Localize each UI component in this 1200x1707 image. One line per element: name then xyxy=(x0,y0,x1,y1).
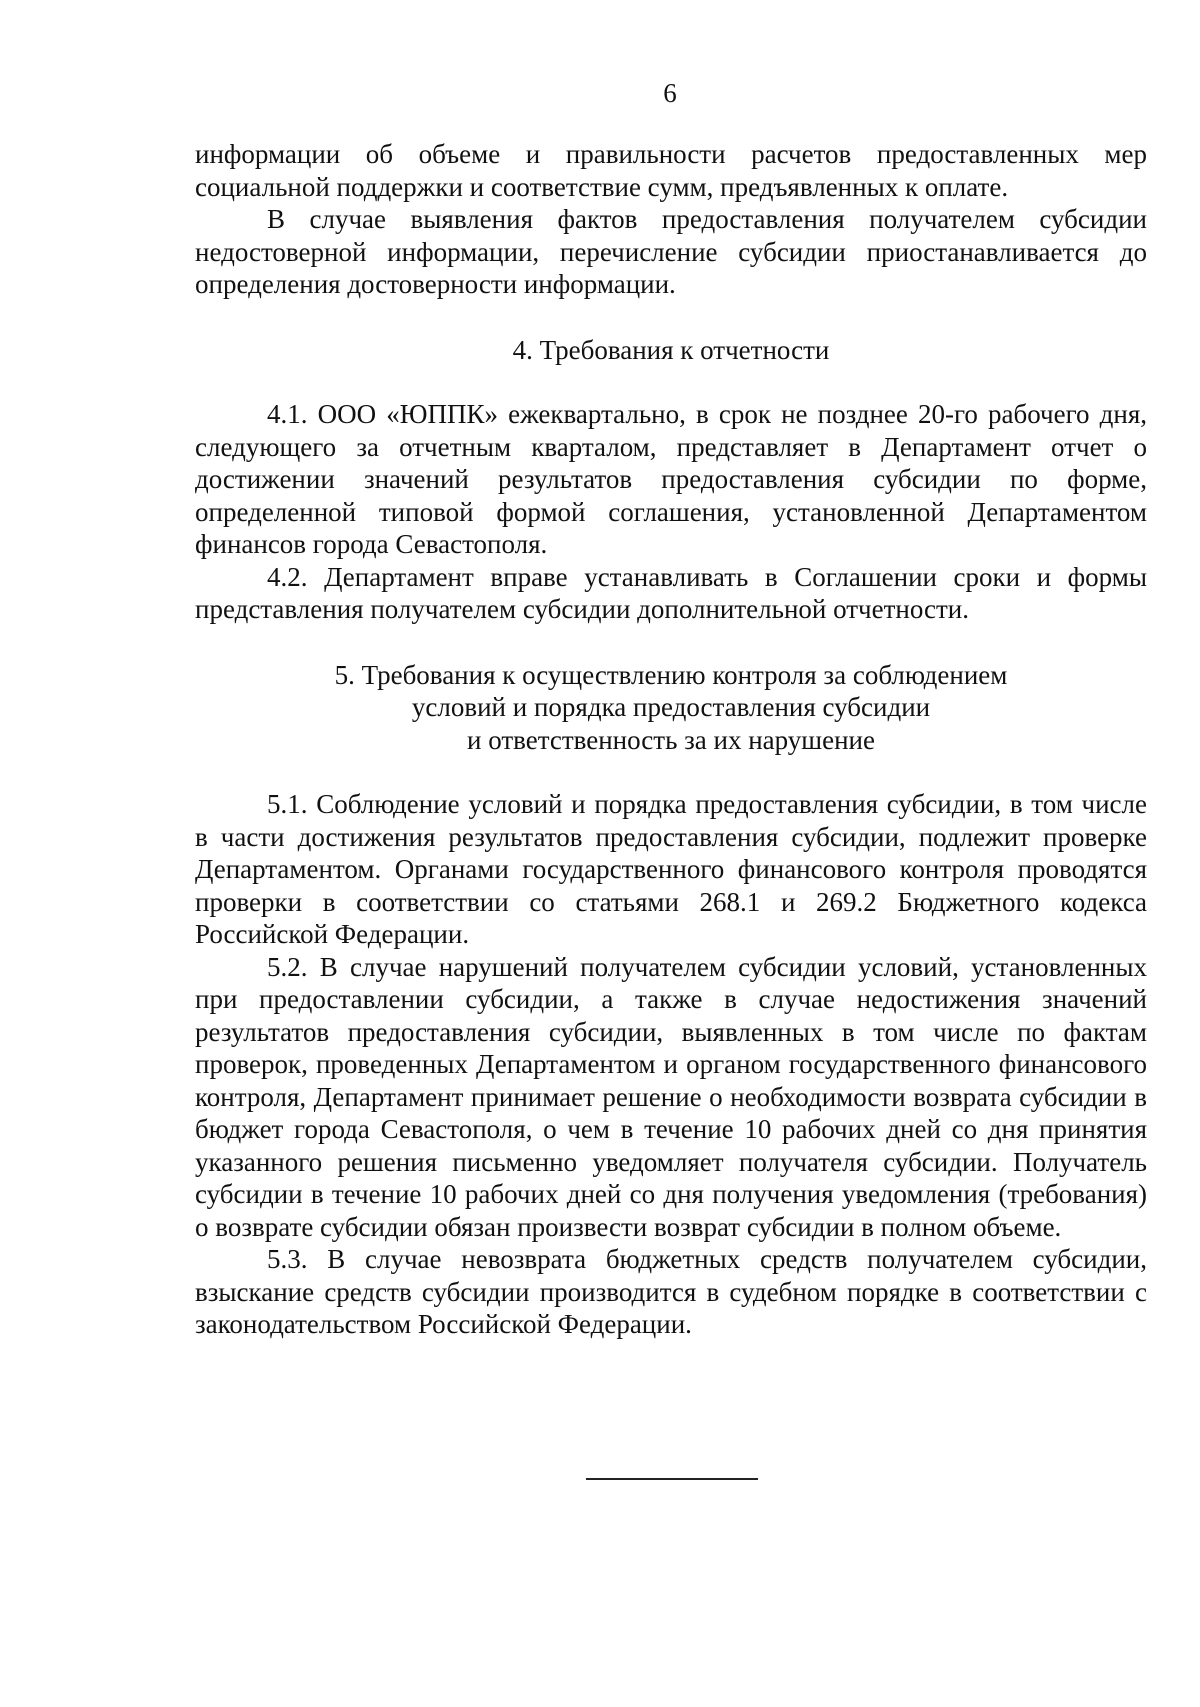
section-5-heading xyxy=(195,659,1147,757)
paragraph-5-1: 5.1. Соблюдение условий и порядка предоставления субсидии, в том числе в части достижения результатов предоставления субсидии, подлежит проверке Департаментом. Органами государственного финансового контроля проводятся проверки в соответствии со статьями 268.1 и 269.2 Бюджетного кодекса Российской Федерации. xyxy=(195,789,1147,949)
section-5-heading-line: и ответственность за их нарушение xyxy=(467,724,875,755)
section-5-heading-line: 5. Требования к осуществлению контроля за соблюдением xyxy=(334,659,1008,690)
section-5-heading-line: условий и порядка предоставления субсидии xyxy=(411,692,931,722)
paragraph-4-2: 4.2. Департамент вправе устанавливать в Соглашении сроки и формы представления получателем субсидии дополнительной отчетности. xyxy=(195,561,1147,624)
spacer xyxy=(195,366,1147,398)
spacer xyxy=(195,301,1147,334)
spacer xyxy=(195,626,1147,659)
paragraph-5-3: 5.3. В случае невозврата бюджетных средств получателем субсидии, взыскание средств субсидии производится в судебном порядке в соответствии с законодательством Российской Федерации. xyxy=(195,1244,1147,1339)
paragraph-unreliable-info: В случае выявления фактов предоставления получателем субсидии недостоверной информации, перечисление субсидии приостанавливается до определения достоверности информации. xyxy=(195,204,1147,299)
spacer xyxy=(195,756,1147,788)
paragraph-4-1: 4.1. ООО «ЮППК» ежеквартально, в срок не позднее 20-го рабочего дня, следующего за отчетным кварталом, представляет в Департамент отчет о достижении значений результатов предоставления субсидии по форме, определенной типовой формой соглашения, установленной Департаментом финансов города Севастополя. xyxy=(195,399,1147,559)
page-number: 6 xyxy=(663,78,677,108)
end-of-document-rule xyxy=(586,1478,758,1480)
section-4-heading: 4. Требования к отчетности xyxy=(512,334,830,365)
paragraph-continuation: информации об объеме и правильности расчетов предоставленных мер социальной поддержки и соответствие сумм, предъявленных к оплате. xyxy=(195,139,1147,202)
paragraph-5-2: 5.2. В случае нарушений получателем субсидии условий, установленных при предоставлении субсидии, а также в случае недостижения значений результатов предоставления субсидии, выявленных в том числе по фактам проверок, проведенных Департаментом и органом государственного финансового контроля, Департамент принимает решение о необходимости возврата субсидии в бюджет города Севастополя, о чем в течение 10 рабочих дней со дня принятия указанного решения письменно уведомляет получателя субсидии. Получатель субсидии в течение 10 рабочих дней со дня получения уведомления (требования) о возврате субсидии обязан произвести возврат субсидии в полном объеме. xyxy=(195,951,1147,1242)
document-body xyxy=(195,138,1147,1341)
